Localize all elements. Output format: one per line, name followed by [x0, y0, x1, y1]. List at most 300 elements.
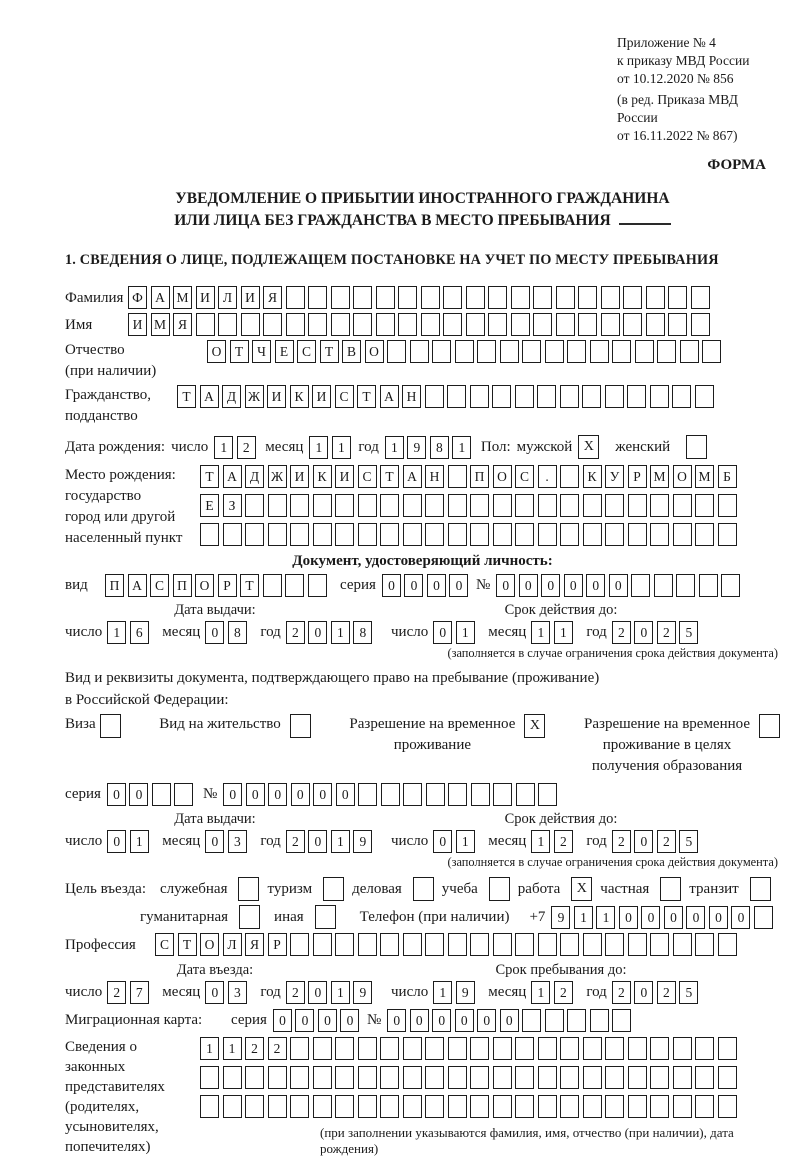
char-cell[interactable]: [590, 1009, 609, 1032]
char-cell[interactable]: 2: [612, 830, 631, 853]
char-cell[interactable]: [285, 574, 304, 597]
char-cell[interactable]: [380, 1095, 399, 1118]
char-cell[interactable]: [493, 933, 512, 956]
char-cell[interactable]: [754, 906, 773, 929]
char-cell[interactable]: 2: [657, 981, 676, 1004]
char-cell[interactable]: [448, 1066, 467, 1089]
char-cell[interactable]: [583, 523, 602, 546]
char-cell[interactable]: 1: [456, 621, 475, 644]
char-cell[interactable]: [290, 1037, 309, 1060]
char-cell[interactable]: [623, 286, 642, 309]
char-cell[interactable]: [425, 1037, 444, 1060]
char-cell[interactable]: 0: [500, 1009, 519, 1032]
char-cell[interactable]: [493, 494, 512, 517]
char-cell[interactable]: [241, 313, 260, 336]
char-cell[interactable]: 2: [554, 981, 573, 1004]
char-cell[interactable]: [174, 783, 193, 806]
char-cell[interactable]: [245, 1066, 264, 1089]
char-cell[interactable]: Ч: [252, 340, 271, 363]
char-cell[interactable]: [560, 1095, 579, 1118]
char-cell[interactable]: [567, 340, 586, 363]
char-cell[interactable]: 9: [353, 981, 372, 1004]
char-cell[interactable]: 1: [531, 981, 550, 1004]
char-cell[interactable]: 0: [223, 783, 242, 806]
char-cell[interactable]: 0: [308, 981, 327, 1004]
char-cell[interactable]: [538, 523, 557, 546]
char-cell[interactable]: [533, 286, 552, 309]
char-cell[interactable]: 1: [200, 1037, 219, 1060]
char-cell[interactable]: 0: [291, 783, 310, 806]
char-cell[interactable]: [466, 286, 485, 309]
char-cell[interactable]: [718, 1037, 737, 1060]
char-cell[interactable]: А: [403, 465, 422, 488]
char-cell[interactable]: [583, 494, 602, 517]
char-cell[interactable]: [308, 313, 327, 336]
char-cell[interactable]: [673, 933, 692, 956]
char-cell[interactable]: [403, 933, 422, 956]
char-cell[interactable]: П: [173, 574, 192, 597]
temp-residence-permit-checkbox[interactable]: X: [524, 714, 545, 738]
char-cell[interactable]: В: [342, 340, 361, 363]
char-cell[interactable]: [718, 523, 737, 546]
char-cell[interactable]: 0: [686, 906, 705, 929]
char-cell[interactable]: К: [583, 465, 602, 488]
char-cell[interactable]: 2: [554, 830, 573, 853]
residence-permit-checkbox[interactable]: [290, 714, 311, 738]
char-cell[interactable]: 0: [564, 574, 583, 597]
char-cell[interactable]: [200, 1066, 219, 1089]
char-cell[interactable]: [537, 385, 556, 408]
char-cell[interactable]: [515, 1066, 534, 1089]
char-cell[interactable]: [538, 494, 557, 517]
char-cell[interactable]: [223, 1066, 242, 1089]
char-cell[interactable]: [560, 385, 579, 408]
char-cell[interactable]: [455, 340, 474, 363]
char-cell[interactable]: [398, 313, 417, 336]
char-cell[interactable]: П: [470, 465, 489, 488]
char-cell[interactable]: 1: [554, 621, 573, 644]
char-cell[interactable]: [443, 286, 462, 309]
char-cell[interactable]: З: [223, 494, 242, 517]
char-cell[interactable]: С: [155, 933, 174, 956]
char-cell[interactable]: [268, 1095, 287, 1118]
char-cell[interactable]: И: [196, 286, 215, 309]
char-cell[interactable]: [628, 523, 647, 546]
char-cell[interactable]: Л: [218, 286, 237, 309]
char-cell[interactable]: И: [241, 286, 260, 309]
gender-male-checkbox[interactable]: X: [578, 435, 599, 459]
char-cell[interactable]: 1: [574, 906, 593, 929]
char-cell[interactable]: [376, 286, 395, 309]
char-cell[interactable]: [432, 340, 451, 363]
char-cell[interactable]: 0: [519, 574, 538, 597]
char-cell[interactable]: [668, 286, 687, 309]
char-cell[interactable]: [448, 933, 467, 956]
char-cell[interactable]: Р: [628, 465, 647, 488]
char-cell[interactable]: [200, 523, 219, 546]
char-cell[interactable]: [470, 523, 489, 546]
char-cell[interactable]: Р: [218, 574, 237, 597]
char-cell[interactable]: 0: [268, 783, 287, 806]
char-cell[interactable]: [556, 313, 575, 336]
char-cell[interactable]: 0: [308, 621, 327, 644]
char-cell[interactable]: [425, 523, 444, 546]
char-cell[interactable]: П: [105, 574, 124, 597]
char-cell[interactable]: [493, 1066, 512, 1089]
char-cell[interactable]: [676, 574, 695, 597]
char-cell[interactable]: [695, 494, 714, 517]
char-cell[interactable]: 0: [205, 621, 224, 644]
char-cell[interactable]: [673, 1066, 692, 1089]
char-cell[interactable]: [695, 933, 714, 956]
char-cell[interactable]: [223, 523, 242, 546]
char-cell[interactable]: [387, 340, 406, 363]
char-cell[interactable]: [403, 494, 422, 517]
char-cell[interactable]: 0: [246, 783, 265, 806]
char-cell[interactable]: 0: [449, 574, 468, 597]
char-cell[interactable]: 9: [551, 906, 570, 929]
char-cell[interactable]: [471, 783, 490, 806]
char-cell[interactable]: 0: [731, 906, 750, 929]
char-cell[interactable]: [335, 933, 354, 956]
char-cell[interactable]: А: [380, 385, 399, 408]
char-cell[interactable]: Т: [320, 340, 339, 363]
char-cell[interactable]: С: [297, 340, 316, 363]
char-cell[interactable]: [583, 1066, 602, 1089]
char-cell[interactable]: [286, 286, 305, 309]
purpose-study-checkbox[interactable]: [489, 877, 510, 901]
char-cell[interactable]: [605, 933, 624, 956]
char-cell[interactable]: 2: [286, 981, 305, 1004]
char-cell[interactable]: 0: [205, 981, 224, 1004]
char-cell[interactable]: [560, 1066, 579, 1089]
char-cell[interactable]: [308, 286, 327, 309]
char-cell[interactable]: [313, 1037, 332, 1060]
char-cell[interactable]: О: [200, 933, 219, 956]
char-cell[interactable]: [448, 523, 467, 546]
char-cell[interactable]: 0: [273, 1009, 292, 1032]
char-cell[interactable]: [313, 1095, 332, 1118]
char-cell[interactable]: Я: [173, 313, 192, 336]
char-cell[interactable]: [718, 1095, 737, 1118]
char-cell[interactable]: И: [128, 313, 147, 336]
char-cell[interactable]: 5: [679, 621, 698, 644]
char-cell[interactable]: [268, 523, 287, 546]
char-cell[interactable]: [353, 313, 372, 336]
char-cell[interactable]: [470, 1037, 489, 1060]
char-cell[interactable]: [515, 523, 534, 546]
char-cell[interactable]: Т: [230, 340, 249, 363]
char-cell[interactable]: [516, 783, 535, 806]
char-cell[interactable]: 8: [430, 436, 449, 459]
char-cell[interactable]: [646, 286, 665, 309]
char-cell[interactable]: [522, 340, 541, 363]
char-cell[interactable]: 0: [404, 574, 423, 597]
purpose-humanitarian-checkbox[interactable]: [239, 905, 260, 929]
gender-female-checkbox[interactable]: [686, 435, 707, 459]
char-cell[interactable]: [538, 783, 557, 806]
char-cell[interactable]: [331, 286, 350, 309]
char-cell[interactable]: 1: [456, 830, 475, 853]
edu-residence-permit-checkbox[interactable]: [759, 714, 780, 738]
char-cell[interactable]: [590, 340, 609, 363]
char-cell[interactable]: [290, 1095, 309, 1118]
char-cell[interactable]: [650, 1095, 669, 1118]
char-cell[interactable]: 0: [107, 783, 126, 806]
char-cell[interactable]: [421, 313, 440, 336]
char-cell[interactable]: К: [290, 385, 309, 408]
char-cell[interactable]: А: [223, 465, 242, 488]
char-cell[interactable]: 2: [268, 1037, 287, 1060]
char-cell[interactable]: 0: [318, 1009, 337, 1032]
char-cell[interactable]: [702, 340, 721, 363]
char-cell[interactable]: Д: [245, 465, 264, 488]
char-cell[interactable]: [691, 286, 710, 309]
char-cell[interactable]: [331, 313, 350, 336]
char-cell[interactable]: [380, 523, 399, 546]
char-cell[interactable]: Т: [178, 933, 197, 956]
char-cell[interactable]: [313, 494, 332, 517]
purpose-other-checkbox[interactable]: [315, 905, 336, 929]
char-cell[interactable]: К: [313, 465, 332, 488]
char-cell[interactable]: [578, 313, 597, 336]
char-cell[interactable]: .: [538, 465, 557, 488]
char-cell[interactable]: Т: [240, 574, 259, 597]
char-cell[interactable]: [650, 1066, 669, 1089]
char-cell[interactable]: [695, 523, 714, 546]
char-cell[interactable]: [672, 385, 691, 408]
char-cell[interactable]: [290, 523, 309, 546]
char-cell[interactable]: [245, 523, 264, 546]
char-cell[interactable]: [358, 1095, 377, 1118]
char-cell[interactable]: 0: [433, 830, 452, 853]
char-cell[interactable]: [515, 385, 534, 408]
char-cell[interactable]: 1: [332, 436, 351, 459]
char-cell[interactable]: [353, 286, 372, 309]
purpose-official-checkbox[interactable]: [238, 877, 259, 901]
char-cell[interactable]: 9: [407, 436, 426, 459]
char-cell[interactable]: 0: [205, 830, 224, 853]
char-cell[interactable]: 8: [353, 621, 372, 644]
char-cell[interactable]: О: [195, 574, 214, 597]
char-cell[interactable]: 1: [107, 621, 126, 644]
char-cell[interactable]: [196, 313, 215, 336]
char-cell[interactable]: 1: [331, 981, 350, 1004]
char-cell[interactable]: [426, 783, 445, 806]
char-cell[interactable]: [488, 286, 507, 309]
char-cell[interactable]: [425, 933, 444, 956]
char-cell[interactable]: 0: [641, 906, 660, 929]
char-cell[interactable]: 0: [496, 574, 515, 597]
char-cell[interactable]: [605, 385, 624, 408]
char-cell[interactable]: [691, 313, 710, 336]
char-cell[interactable]: [381, 783, 400, 806]
char-cell[interactable]: И: [312, 385, 331, 408]
char-cell[interactable]: [699, 574, 718, 597]
char-cell[interactable]: 1: [531, 621, 550, 644]
char-cell[interactable]: 2: [657, 621, 676, 644]
purpose-business-checkbox[interactable]: [413, 877, 434, 901]
char-cell[interactable]: [601, 286, 620, 309]
char-cell[interactable]: [335, 1095, 354, 1118]
char-cell[interactable]: [560, 494, 579, 517]
char-cell[interactable]: [488, 313, 507, 336]
char-cell[interactable]: 2: [237, 436, 256, 459]
char-cell[interactable]: 3: [228, 830, 247, 853]
char-cell[interactable]: Ф: [128, 286, 147, 309]
char-cell[interactable]: Т: [200, 465, 219, 488]
char-cell[interactable]: [673, 1037, 692, 1060]
char-cell[interactable]: [245, 1095, 264, 1118]
char-cell[interactable]: [718, 494, 737, 517]
char-cell[interactable]: 0: [382, 574, 401, 597]
char-cell[interactable]: [493, 783, 512, 806]
char-cell[interactable]: [358, 1037, 377, 1060]
char-cell[interactable]: [533, 313, 552, 336]
char-cell[interactable]: 0: [619, 906, 638, 929]
char-cell[interactable]: С: [358, 465, 377, 488]
char-cell[interactable]: 0: [336, 783, 355, 806]
purpose-tourism-checkbox[interactable]: [323, 877, 344, 901]
char-cell[interactable]: [448, 1037, 467, 1060]
char-cell[interactable]: 0: [313, 783, 332, 806]
char-cell[interactable]: [403, 1066, 422, 1089]
char-cell[interactable]: [500, 340, 519, 363]
char-cell[interactable]: [560, 1037, 579, 1060]
char-cell[interactable]: 0: [433, 621, 452, 644]
char-cell[interactable]: 0: [586, 574, 605, 597]
char-cell[interactable]: [263, 574, 282, 597]
purpose-transit-checkbox[interactable]: [750, 877, 771, 901]
char-cell[interactable]: [403, 1095, 422, 1118]
char-cell[interactable]: [631, 574, 650, 597]
char-cell[interactable]: [680, 340, 699, 363]
char-cell[interactable]: [605, 1095, 624, 1118]
char-cell[interactable]: И: [335, 465, 354, 488]
char-cell[interactable]: С: [335, 385, 354, 408]
char-cell[interactable]: 1: [433, 981, 452, 1004]
char-cell[interactable]: [493, 523, 512, 546]
char-cell[interactable]: [313, 1066, 332, 1089]
char-cell[interactable]: 7: [130, 981, 149, 1004]
char-cell[interactable]: [268, 1066, 287, 1089]
char-cell[interactable]: [650, 385, 669, 408]
char-cell[interactable]: 0: [634, 981, 653, 1004]
char-cell[interactable]: [650, 523, 669, 546]
char-cell[interactable]: [657, 340, 676, 363]
char-cell[interactable]: Е: [275, 340, 294, 363]
char-cell[interactable]: 0: [709, 906, 728, 929]
char-cell[interactable]: С: [150, 574, 169, 597]
char-cell[interactable]: [470, 385, 489, 408]
char-cell[interactable]: 1: [531, 830, 550, 853]
char-cell[interactable]: 5: [679, 981, 698, 1004]
char-cell[interactable]: [646, 313, 665, 336]
char-cell[interactable]: [335, 523, 354, 546]
char-cell[interactable]: [605, 494, 624, 517]
char-cell[interactable]: И: [290, 465, 309, 488]
char-cell[interactable]: М: [695, 465, 714, 488]
char-cell[interactable]: [612, 1009, 631, 1032]
char-cell[interactable]: [627, 385, 646, 408]
char-cell[interactable]: [560, 523, 579, 546]
char-cell[interactable]: [545, 1009, 564, 1032]
char-cell[interactable]: [443, 313, 462, 336]
char-cell[interactable]: [605, 1066, 624, 1089]
char-cell[interactable]: [515, 1095, 534, 1118]
char-cell[interactable]: [358, 783, 377, 806]
char-cell[interactable]: [695, 1095, 714, 1118]
char-cell[interactable]: [313, 933, 332, 956]
char-cell[interactable]: Д: [222, 385, 241, 408]
char-cell[interactable]: [721, 574, 740, 597]
char-cell[interactable]: [560, 465, 579, 488]
char-cell[interactable]: Я: [245, 933, 264, 956]
char-cell[interactable]: [376, 313, 395, 336]
char-cell[interactable]: [538, 1037, 557, 1060]
char-cell[interactable]: 2: [107, 981, 126, 1004]
char-cell[interactable]: 0: [432, 1009, 451, 1032]
char-cell[interactable]: [403, 1037, 422, 1060]
char-cell[interactable]: С: [515, 465, 534, 488]
char-cell[interactable]: 1: [223, 1037, 242, 1060]
char-cell[interactable]: [425, 1066, 444, 1089]
char-cell[interactable]: 0: [455, 1009, 474, 1032]
char-cell[interactable]: [290, 1066, 309, 1089]
char-cell[interactable]: [358, 933, 377, 956]
char-cell[interactable]: 0: [477, 1009, 496, 1032]
char-cell[interactable]: [612, 340, 631, 363]
char-cell[interactable]: 9: [353, 830, 372, 853]
char-cell[interactable]: [601, 313, 620, 336]
char-cell[interactable]: [515, 1037, 534, 1060]
char-cell[interactable]: [695, 1037, 714, 1060]
char-cell[interactable]: [263, 313, 282, 336]
char-cell[interactable]: М: [173, 286, 192, 309]
char-cell[interactable]: 2: [612, 621, 631, 644]
char-cell[interactable]: [695, 1066, 714, 1089]
char-cell[interactable]: [380, 1037, 399, 1060]
char-cell[interactable]: [583, 933, 602, 956]
char-cell[interactable]: 9: [456, 981, 475, 1004]
char-cell[interactable]: [628, 933, 647, 956]
char-cell[interactable]: [218, 313, 237, 336]
char-cell[interactable]: 0: [634, 830, 653, 853]
char-cell[interactable]: [567, 1009, 586, 1032]
char-cell[interactable]: Е: [200, 494, 219, 517]
char-cell[interactable]: [545, 340, 564, 363]
char-cell[interactable]: 0: [340, 1009, 359, 1032]
char-cell[interactable]: [538, 1066, 557, 1089]
char-cell[interactable]: [493, 1095, 512, 1118]
char-cell[interactable]: 1: [331, 621, 350, 644]
char-cell[interactable]: [403, 783, 422, 806]
char-cell[interactable]: [448, 494, 467, 517]
char-cell[interactable]: [605, 523, 624, 546]
char-cell[interactable]: [470, 933, 489, 956]
char-cell[interactable]: [718, 933, 737, 956]
char-cell[interactable]: 0: [387, 1009, 406, 1032]
char-cell[interactable]: [358, 1066, 377, 1089]
char-cell[interactable]: [538, 1095, 557, 1118]
char-cell[interactable]: [313, 523, 332, 546]
char-cell[interactable]: 0: [427, 574, 446, 597]
char-cell[interactable]: А: [151, 286, 170, 309]
char-cell[interactable]: Л: [223, 933, 242, 956]
char-cell[interactable]: 2: [657, 830, 676, 853]
char-cell[interactable]: [245, 494, 264, 517]
char-cell[interactable]: [268, 494, 287, 517]
